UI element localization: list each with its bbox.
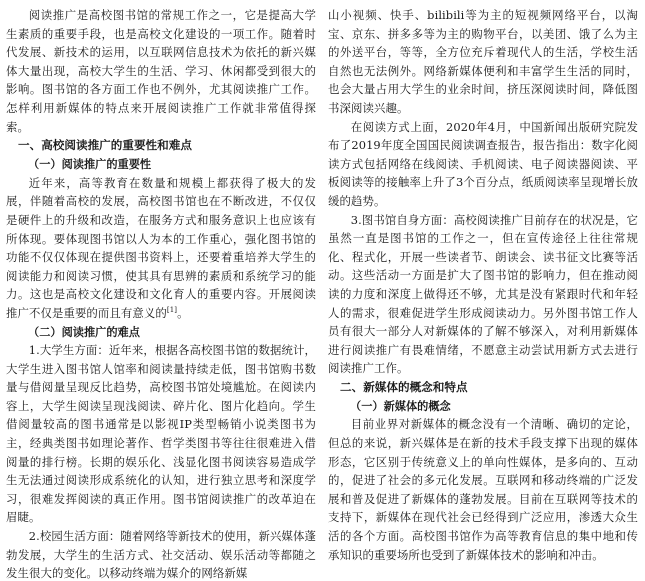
subheading-importance: （一）阅读推广的重要性 xyxy=(28,157,152,172)
citation-marker: [1] xyxy=(166,306,178,315)
importance-paragraph xyxy=(6,174,316,323)
difficulty-campus-life-paragraph: 2.校园生活方面：随着网络等新技术的使用，新兴媒体蓬勃发展，大学生的生活方式、社交活动、娱乐活动等都随之发生很大的变化。以移动终端为媒介的网络新媒 xyxy=(6,529,316,581)
campus-life-continuation-paragraph: 山小视频、快手、bilibili等为主的短视频网络平台，以淘宝、京东、拼多多等为主的购物平台，以美团、饿了么为主的外送平台，等等，全方位充斥着现代人的生活，学校生活自然也无法例外。网络新媒体便利和丰富学生生活的同时，也会大量占用大学生的业余时间，挤压深阅读时间，降低图书深阅读兴趣。 xyxy=(328,8,638,115)
subheading-difficulty: （二）阅读推广的难点 xyxy=(28,324,140,339)
section-heading-importance-and-difficulty: 一、高校阅读推广的重要性和难点 xyxy=(18,138,192,153)
new-media-concept-paragraph: 目前业界对新媒体的概念没有一个清晰、确切的定论，但总的来说，新兴媒体是在新的技术手段支撑下出现的媒体形态，它区别于传统意义上的单向性媒体，是多向的、互动的，促进了社会的多元化发展。互联网和移动终端的广泛发展和普及促进了新媒体的蓬勃发展。目前在互联网等技术的支持下，新媒体在现代社会已经得到广泛应用，渗透大众生活的各个方面。高校图书馆作为高等教育信息的集中地和传承知识的重要场所也受到了新媒体技术的影响和冲击。 xyxy=(328,417,638,562)
difficulty-library-paragraph: 3.图书馆自身方面：高校阅读推广目前存在的状况是，它虽然一直是图书馆的工作之一，但在宣传途径上往往常规化、程式化，开展一些读者节、朗读会、读书征文比赛等活动。这些活动一方面是扩大了图书馆的影响力，但在推动阅读的力度和深度上做得还不够，尤其是没有紧跟时代和年轻人的需求，很难促进学生形成阅读动力。另外图书馆工作人员有很大一部分人对新媒体的了解不够深入，对利用新媒体进行阅读推广有畏难情绪，不愿意主动尝试用新方式去进行阅读推广工作。 xyxy=(328,212,638,376)
reading-survey-paragraph: 在阅读方式上面，2020年4月，中国新闻出版研究院发布了2019年度全国国民阅读调查报告，报告指出：数字化阅读方式包括网络在线阅读、手机阅读、电子阅读器阅读、平板阅读等的接触率上升了3个百分点，纸质阅读率呈现增长放缓的趋势。 xyxy=(328,119,638,208)
importance-text: 近年来，高等教育在数量和规模上都获得了极大的发展，伴随着高校的发展，高校图书馆也在不断改进，不仅仅是硬件上的升级和改造，在服务方式和服务意识上也应该有所体现。要体现图书馆以人为本的工作重心，强化图书馆的功能不仅仅体现在提供图书资料上，还要着重培养大学生的阅读能力和阅读习惯，使其具有思辨的素质和系统学习的能力。这也是高校文化建设和文化育人的重要内容。开展阅读推广不仅是重要的而且有意义的 xyxy=(6,175,316,320)
right-column xyxy=(328,6,638,581)
left-column xyxy=(6,6,316,581)
subheading-new-media-concept: （一）新媒体的概念 xyxy=(350,398,451,413)
difficulty-students-paragraph: 1.大学生方面：近年来，根据各高校图书馆的数据统计，大学生进入图书馆人馆率和阅读量持续走低，图书馆购书数量与借阅量呈现反比趋势，高校图书馆处境尴尬。在阅读内容上，大学生阅读呈现浅阅读、碎片化、图片化趋向。学生借阅量较高的图书通常是以影视IP类型畅销小说类图书为主，经典类图书如理论著作、哲学类图书等往往很难进入借阅量的排行榜。长期的娱乐化、浅显化图书阅读容易造成学生无法通过阅读形成系统化的认知，进行独立思考和深度学习，很难发挥阅读的真正作用。图书馆阅读推广的改革迫在眉睫。 xyxy=(6,343,316,525)
importance-text-end: 。 xyxy=(177,305,189,320)
section-heading-new-media: 二、新媒体的概念和特点 xyxy=(340,379,468,394)
intro-paragraph: 阅读推广是高校图书馆的常规工作之一，它是提高大学生素质的重要手段，也是高校文化建设的一项工作。随着时代发展、新技术的运用，以互联网信息技术为依托的新兴媒体大量出现，高校大学生的生活、学习、休闲都受到很大的影响。图书馆的各方面工作也不例外，尤其阅读推广工作。怎样利用新媒体的特点来开展阅读推广工作就非常值得探索。 xyxy=(6,8,316,134)
